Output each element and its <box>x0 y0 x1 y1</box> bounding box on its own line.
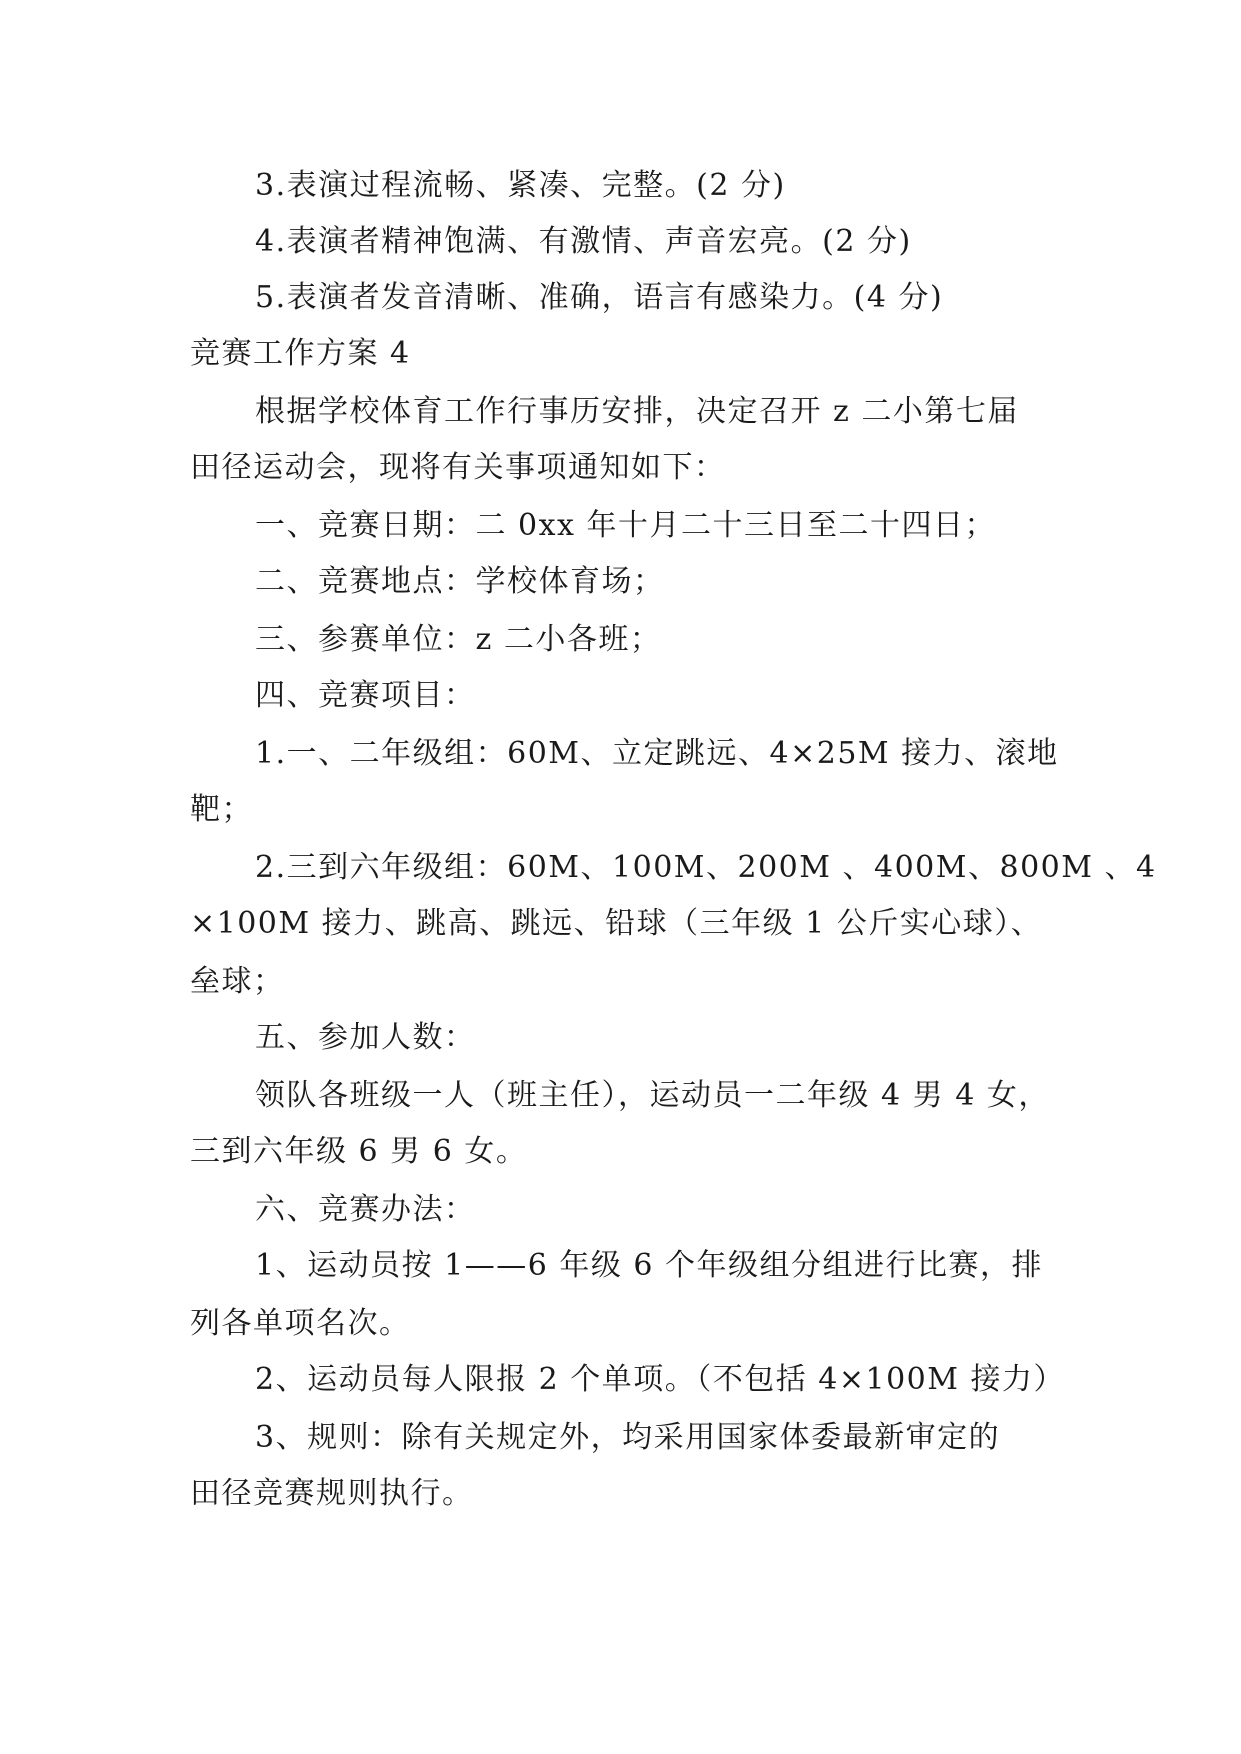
participants-line: 领队各班级一人（班主任），运动员一二年级 4 男 4 女， <box>255 1078 1050 1113</box>
events-group-2-cont: 垒球； <box>190 964 285 999</box>
participants-heading: 五、参加人数： <box>255 1020 476 1055</box>
participants-line: 三到六年级 6 男 6 女。 <box>190 1134 528 1169</box>
participating-units: 三、参赛单位：z 二小各班； <box>255 622 662 657</box>
events-group-2-cont: ×100M 接力、跳高、跳远、铅球（三年级 1 公斤实心球）、 <box>190 906 1043 941</box>
events-heading: 四、竞赛项目： <box>255 678 476 713</box>
scoring-item-5: 5.表演者发音清晰、准确，语言有感染力。(4 分) <box>255 280 944 315</box>
events-group-1: 1.一、二年级组：60M、立定跳远、4×25M 接力、滚地 <box>255 736 1059 771</box>
paragraph-line: 根据学校体育工作行事历安排，决定召开 z 二小第七届 <box>255 394 1019 429</box>
events-group-2: 2.三到六年级组：60M、100M、200M 、400M、800M 、4 <box>255 850 1157 885</box>
rule-item-3-cont: 田径竞赛规则执行。 <box>190 1476 474 1511</box>
rules-heading: 六、竞赛办法： <box>255 1192 476 1227</box>
competition-date: 一、竞赛日期：二 0xx 年十月二十三日至二十四日； <box>255 508 996 543</box>
scoring-item-3: 3.表演过程流畅、紧凑、完整。(2 分) <box>255 168 786 203</box>
competition-venue: 二、竞赛地点：学校体育场； <box>255 564 665 599</box>
scoring-item-4: 4.表演者精神饱满、有激情、声音宏亮。(2 分) <box>255 224 912 259</box>
events-group-1-cont: 靶； <box>190 792 253 827</box>
rule-item-2: 2、运动员每人限报 2 个单项。（不包括 4×100M 接力） <box>255 1362 1066 1397</box>
rule-item-1: 1、运动员按 1——6 年级 6 个年级组分组进行比赛，排 <box>255 1248 1043 1283</box>
rule-item-1-cont: 列各单项名次。 <box>190 1306 411 1341</box>
rule-item-3: 3、规则：除有关规定外，均采用国家体委最新审定的 <box>255 1420 1001 1455</box>
paragraph-line: 田径运动会，现将有关事项通知如下： <box>190 450 726 485</box>
section-heading: 竞赛工作方案 4 <box>190 336 411 371</box>
